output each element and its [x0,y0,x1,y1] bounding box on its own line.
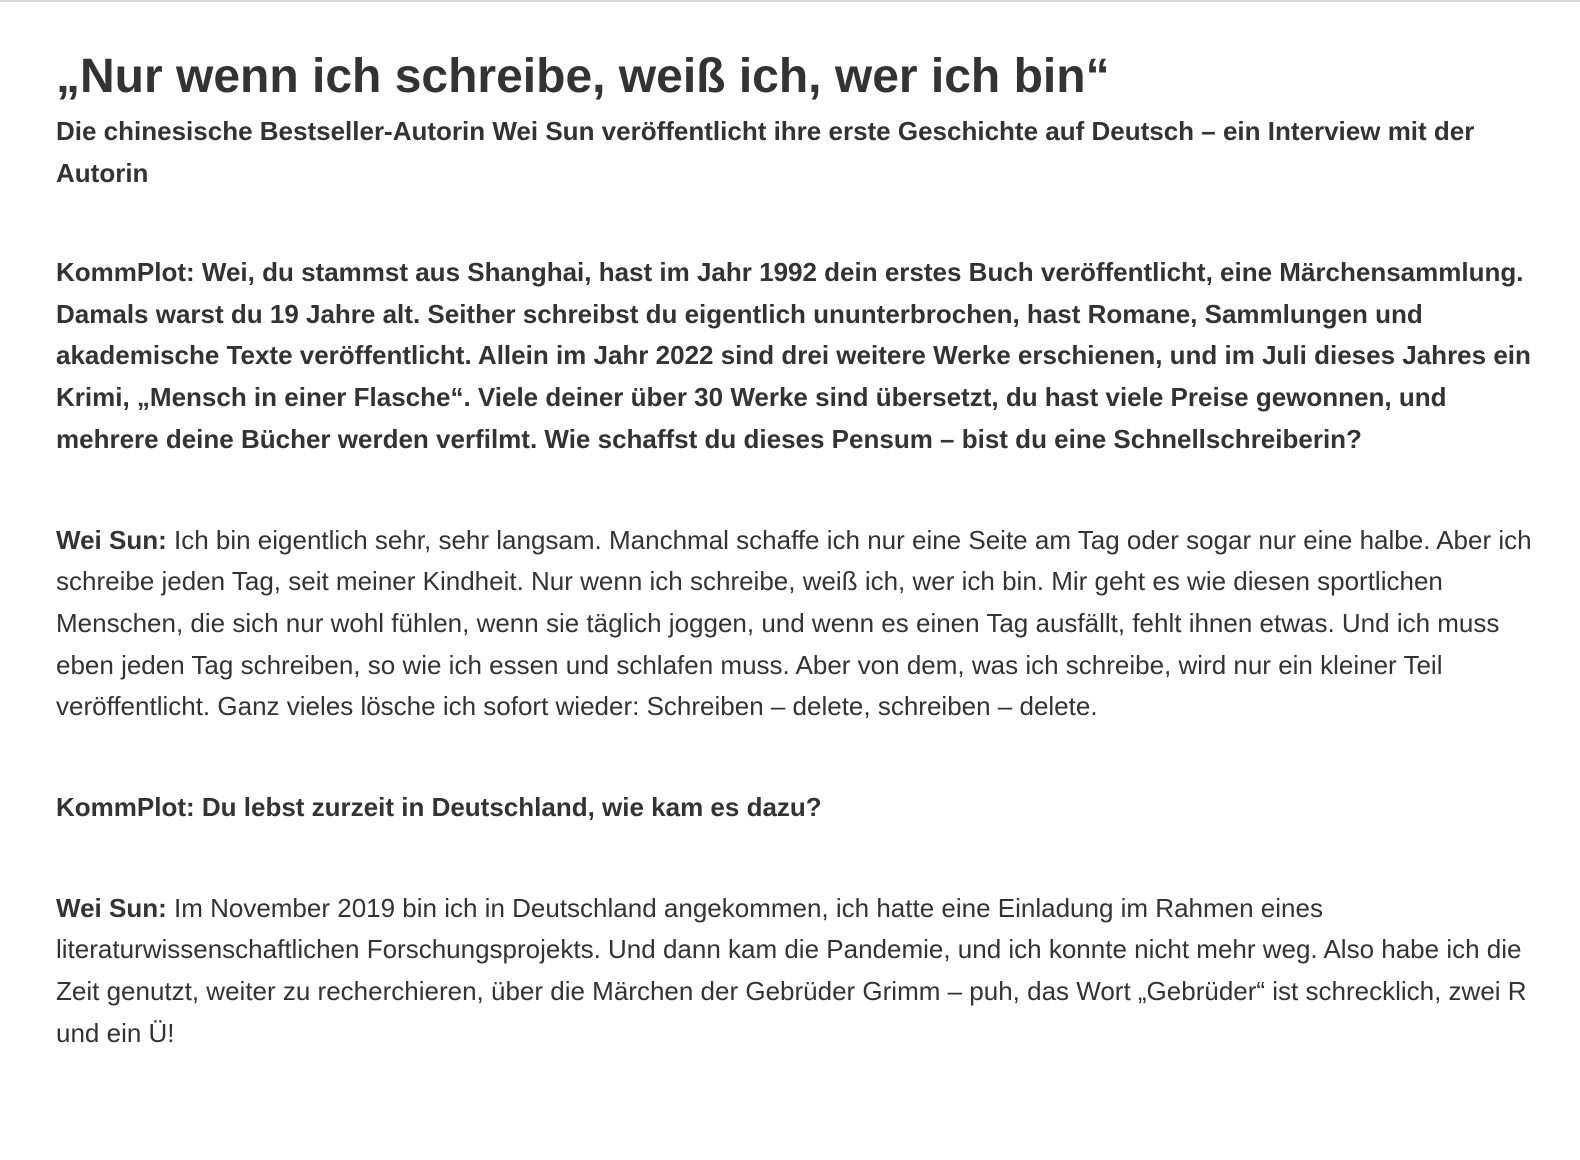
article-subheadline: Die chinesische Bestseller-Autorin Wei Sun veröffentlicht ihre erste Geschichte auf Deutsch – ein Interview mit der Autorin [56,116,1475,188]
interview-answer-1 [56,520,1546,729]
interview-question-1: KommPlot: Wei, du stammst aus Shanghai, hast im Jahr 1992 dein erstes Buch veröffentlicht, eine Märchensammlung. Damals warst du 19 Jahre alt. Seither schreibst du eigentlich ununterbrochen, hast Romane, Sammlungen und akademische Texte veröffentlicht. Allein im Jahr 2022 sind drei weitere Werke erschienen, und im Juli dieses Jahres ein Krimi, „Mensch in einer Flasche“. Viele deiner über 30 Werke sind übersetzt, du hast viele Preise gewonnen, und mehrere deine Bücher werden verfilmt. Wie schaffst du dieses Pensum – bist du eine Schnellschreiberin? [56,257,1531,454]
answer-text: Ich bin eigentlich sehr, sehr langsam. Manchmal schaffe ich nur eine Seite am Tag oder sogar nur eine halbe. Aber ich schreibe jeden Tag, seit meiner Kindheit. Nur wenn ich schreibe, weiß ich, wer ich bin. Mir geht es wie diesen sportlichen Menschen, die sich nur wohl fühlen, wenn sie täglich joggen, und wenn es einen Tag ausfällt, fehlt ihnen etwas. Und ich muss eben jeden Tag schreiben, so wie ich essen und schlafen muss. Aber von dem, was ich schreibe, wird nur ein kleiner Teil veröffentlicht. Ganz vieles lösche ich sofort wieder: Schreiben – delete, schreiben – delete. [56,524,1532,722]
interview-answer-2 [56,888,1546,1055]
answer-speaker-label: Wei Sun: [56,892,167,923]
answer-text: Im November 2019 bin ich in Deutschland angekommen, ich hatte eine Einladung im Rahmen eines literaturwissenschaftlichen Forschungsprojekts. Und dann kam die Pandemie, und ich konnte nicht mehr weg. Also habe ich die Zeit genutzt, weiter zu recherchieren, über die Märchen der Gebrüder Grimm – puh, das Wort „Gebrüder“ ist schrecklich, zwei R und ein Ü! [56,892,1527,1048]
answer-speaker-label: Wei Sun: [56,524,167,555]
interview-question-2: KommPlot: Du lebst zurzeit in Deutschland, wie kam es dazu? [56,792,822,823]
top-divider [0,0,1580,2]
article-headline: „Nur wenn ich schreibe, weiß ich, wer ich bin“ [56,50,1110,103]
interview-article [56,46,1546,1055]
